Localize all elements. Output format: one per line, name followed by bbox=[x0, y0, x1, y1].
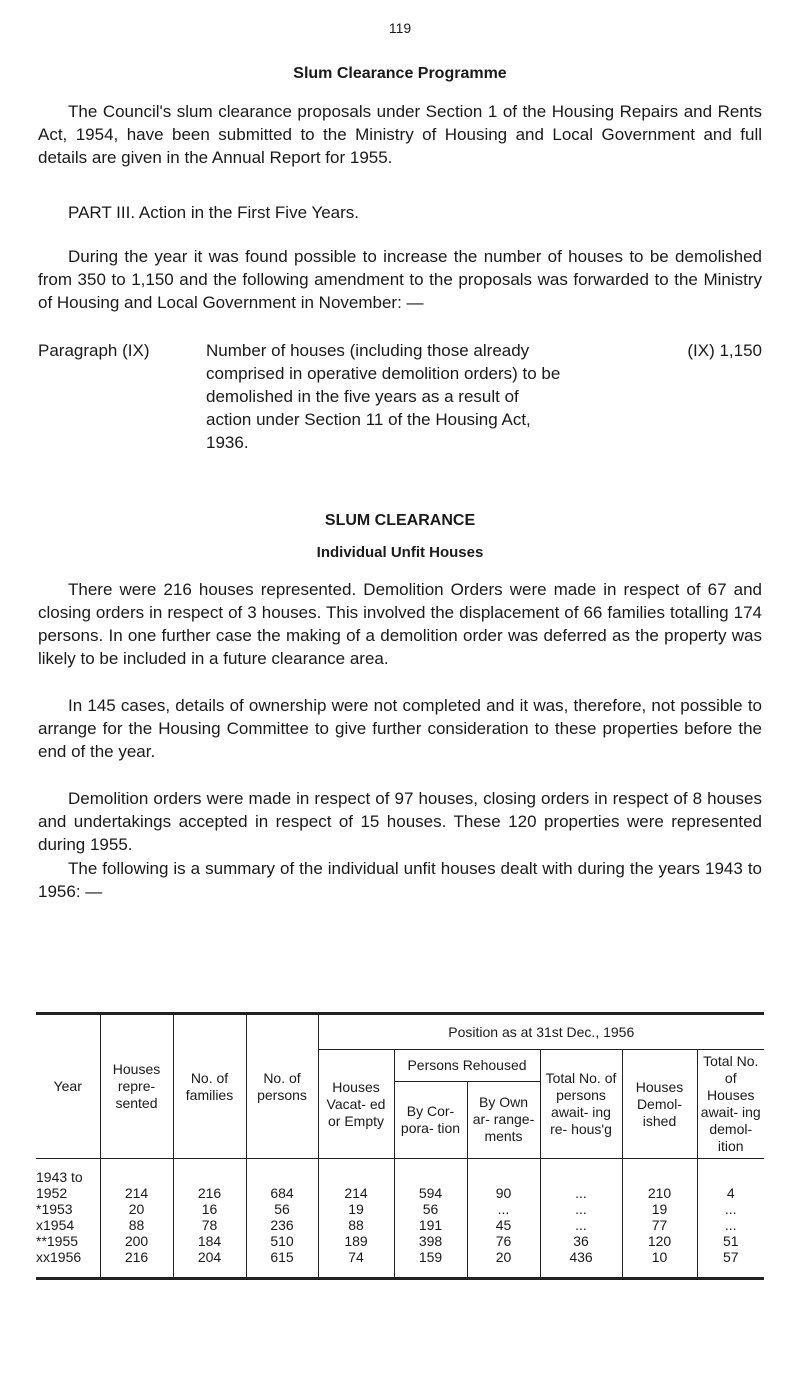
amendment-text: Number of houses (including those already comprised in operative demolition orders) to be demolished in the five years as a result of action under Section 11 of the Housing Act, 1936. bbox=[206, 341, 561, 452]
cell-represented: 200 bbox=[100, 1233, 173, 1249]
cell-awaiting-demolition: ... bbox=[697, 1201, 764, 1217]
cell-families: 78 bbox=[173, 1217, 246, 1233]
cell-awaiting-demolition: 57 bbox=[697, 1249, 764, 1279]
cell-year: xx1956 bbox=[36, 1249, 82, 1265]
cell-demolished: 120 bbox=[622, 1233, 697, 1249]
cell-by-corporation: 398 bbox=[394, 1233, 467, 1249]
cell-by-corporation: 191 bbox=[394, 1217, 467, 1233]
cell-persons: 236 bbox=[246, 1217, 318, 1233]
cell-by-own: 90 bbox=[467, 1159, 540, 1202]
cell-by-corporation: 159 bbox=[394, 1249, 467, 1279]
cell-awaiting-rehousing: ... bbox=[540, 1159, 622, 1202]
cell-awaiting-rehousing: 436 bbox=[540, 1249, 622, 1279]
paragraph-council-proposals: The Council's slum clearance proposals under Section 1 of the Housing Repairs and Rents Act, 1954, have been submitted to the Ministry of Housing and Local Government and full details are given in the Annual Report for 1955. bbox=[38, 102, 762, 167]
cell-awaiting-demolition: 4 bbox=[697, 1159, 764, 1202]
header-houses-vacated: Houses Vacat- ed or Empty bbox=[318, 1050, 394, 1159]
cell-families: 204 bbox=[173, 1249, 246, 1279]
amendment-value: (IX) 1,150 bbox=[687, 341, 762, 360]
cell-vacated: 88 bbox=[318, 1217, 394, 1233]
table-row bbox=[36, 1249, 764, 1279]
cell-persons: 510 bbox=[246, 1233, 318, 1249]
cell-demolished: 77 bbox=[622, 1217, 697, 1233]
cell-families: 184 bbox=[173, 1233, 246, 1249]
heading-slum-clearance: SLUM CLEARANCE bbox=[324, 512, 476, 529]
cell-by-own: 76 bbox=[467, 1233, 540, 1249]
cell-vacated: 214 bbox=[318, 1159, 394, 1202]
cell-represented: 20 bbox=[100, 1201, 173, 1217]
cell-by-own: 20 bbox=[467, 1249, 540, 1279]
header-year: Year bbox=[36, 1014, 100, 1159]
cell-by-corporation: 56 bbox=[394, 1201, 467, 1217]
cell-awaiting-demolition: 51 bbox=[697, 1233, 764, 1249]
cell-demolished: 10 bbox=[622, 1249, 697, 1279]
cell-families: 216 bbox=[173, 1159, 246, 1202]
cell-vacated: 189 bbox=[318, 1233, 394, 1249]
cell-demolished: 210 bbox=[622, 1159, 697, 1202]
header-position: Position as at 31st Dec., 1956 bbox=[318, 1014, 764, 1050]
amendment-label: Paragraph (IX) bbox=[38, 341, 150, 360]
summary-table bbox=[36, 1012, 764, 1280]
cell-awaiting-rehousing: ... bbox=[540, 1217, 622, 1233]
heading-slum-clearance-programme: Slum Clearance Programme bbox=[293, 65, 507, 82]
paragraph-amendment-intro: During the year it was found possible to increase the number of houses to be demolished from 350 to 1,150 and the following amendment to the proposals was forwarded to the Ministry of Housing and Local Government in November: — bbox=[38, 247, 762, 312]
header-persons-rehoused: Persons Rehoused bbox=[394, 1050, 540, 1082]
cell-year: x1954 bbox=[36, 1217, 75, 1233]
cell-year: *1953 bbox=[36, 1201, 73, 1217]
header-persons: No. of persons bbox=[246, 1014, 318, 1159]
table-row bbox=[36, 1233, 764, 1249]
cell-represented: 216 bbox=[100, 1249, 173, 1279]
header-houses-demolished: Houses Demol- ished bbox=[622, 1050, 697, 1159]
paragraph-demolition-orders: Demolition orders were made in respect of 97 houses, closing orders in respect of 8 houses and undertakings accepted in respect of 15 houses. These 120 properties were represented during 1955. bbox=[38, 789, 762, 854]
cell-persons: 615 bbox=[246, 1249, 318, 1279]
paragraph-houses-represented: There were 216 houses represented. Demolition Orders were made in respect of 67 and closing orders in respect of 3 houses. This involved the displacement of 66 families totalling 174 persons. In one further case the making of a demolition order was deferred as the property was likely to be included in a future clearance area. bbox=[38, 580, 762, 668]
header-total-awaiting-rehousing: Total No. of persons await- ing re- hous'g bbox=[540, 1050, 622, 1159]
header-houses-represented: Houses repre- sented bbox=[100, 1014, 173, 1159]
header-total-awaiting-demolition: Total No. of Houses await- ing demol- ition bbox=[697, 1050, 764, 1159]
heading-individual-unfit-houses: Individual Unfit Houses bbox=[316, 544, 484, 561]
table-row bbox=[36, 1201, 764, 1217]
header-families: No. of families bbox=[173, 1014, 246, 1159]
cell-by-own: ... bbox=[467, 1201, 540, 1217]
cell-represented: 88 bbox=[100, 1217, 173, 1233]
cell-vacated: 19 bbox=[318, 1201, 394, 1217]
cell-persons: 684 bbox=[246, 1159, 318, 1202]
part-iii-heading: PART III. Action in the First Five Years. bbox=[68, 203, 360, 222]
cell-demolished: 19 bbox=[622, 1201, 697, 1217]
cell-families: 16 bbox=[173, 1201, 246, 1217]
header-by-corporation: By Cor- pora- tion bbox=[394, 1081, 467, 1158]
table-row bbox=[36, 1159, 764, 1202]
cell-awaiting-rehousing: ... bbox=[540, 1201, 622, 1217]
cell-awaiting-rehousing: 36 bbox=[540, 1233, 622, 1249]
cell-year: **1955 bbox=[36, 1233, 79, 1249]
header-by-own-arrangements: By Own ar- range- ments bbox=[467, 1081, 540, 1158]
page-number: 119 bbox=[388, 20, 412, 36]
cell-by-corporation: 594 bbox=[394, 1159, 467, 1202]
cell-persons: 56 bbox=[246, 1201, 318, 1217]
cell-awaiting-demolition: ... bbox=[697, 1217, 764, 1233]
cell-year: 1943 to 1952 bbox=[36, 1169, 83, 1201]
cell-by-own: 45 bbox=[467, 1217, 540, 1233]
cell-vacated: 74 bbox=[318, 1249, 394, 1279]
paragraph-summary-intro: The following is a summary of the individual unfit houses dealt with during the years 1943 to 1956: — bbox=[38, 859, 762, 901]
cell-represented: 214 bbox=[100, 1159, 173, 1202]
table-row bbox=[36, 1217, 764, 1233]
paragraph-ownership-details: In 145 cases, details of ownership were not completed and it was, therefore, not possible to arrange for the Housing Committee to give further consideration to these properties before the end of the year. bbox=[38, 696, 762, 761]
